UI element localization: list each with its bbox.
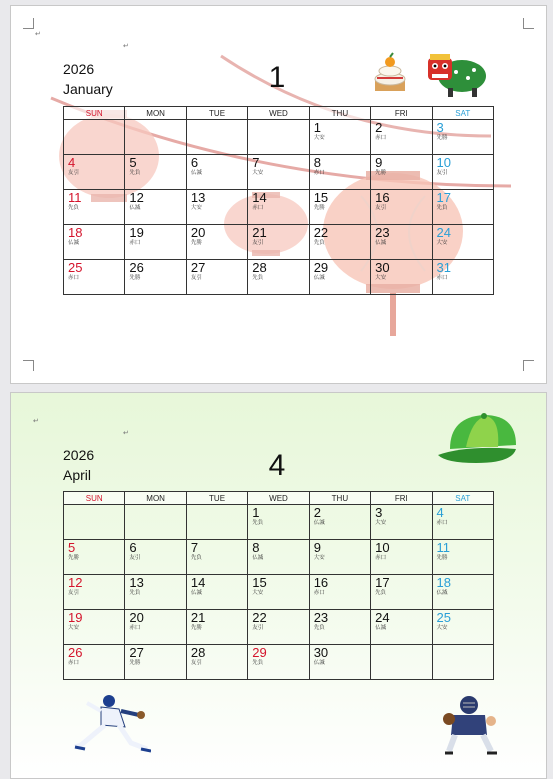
day-number: 9 — [313, 540, 321, 555]
calendar-month-number: 4 — [268, 449, 286, 482]
rokuyo-label: 友引 — [436, 170, 448, 176]
weekday-header-wed: WED — [248, 492, 309, 505]
rokuyo-label: 先負 — [68, 205, 80, 211]
day-number: 27 — [129, 645, 144, 660]
day-number: 14 — [190, 575, 206, 590]
day-cell — [309, 190, 370, 225]
rokuyo-label: 大安 — [190, 205, 202, 211]
day-number: 28 — [252, 260, 267, 275]
calendar-page-january — [10, 5, 547, 384]
day-cell — [432, 505, 493, 540]
weekday-header-sun: SUN — [64, 107, 125, 120]
paragraph-mark-icon: ↵ — [33, 418, 39, 425]
day-number: 31 — [436, 260, 451, 275]
day-cell — [64, 610, 125, 645]
day-number: 9 — [375, 155, 383, 170]
day-number: 27 — [190, 260, 206, 275]
day-number: 30 — [313, 645, 329, 660]
weekday-header-thu: THU — [309, 492, 370, 505]
calendar-month-name: April — [63, 467, 92, 483]
day-number: 29 — [313, 260, 329, 275]
day-number: 4 — [68, 155, 76, 170]
day-number: 23 — [313, 610, 329, 625]
rokuyo-label: 友引 — [375, 205, 387, 211]
calendar-week-row — [64, 610, 494, 645]
day-cell — [125, 155, 186, 190]
rokuyo-label: 仏滅 — [252, 555, 264, 561]
day-number: 13 — [190, 190, 206, 205]
rokuyo-label: 赤口 — [436, 275, 448, 281]
day-number: 3 — [436, 120, 444, 135]
empty-day-cell — [125, 120, 186, 155]
day-number: 6 — [129, 540, 137, 555]
day-number: 28 — [190, 645, 206, 660]
weekday-header-thu: THU — [309, 107, 370, 120]
day-number: 24 — [375, 610, 390, 625]
day-cell — [309, 225, 370, 260]
day-cell — [186, 155, 247, 190]
rokuyo-label: 仏滅 — [436, 590, 448, 596]
day-cell — [248, 540, 309, 575]
day-number: 3 — [375, 505, 383, 520]
rokuyo-label: 仏滅 — [375, 625, 387, 631]
calendar-month-number: 1 — [268, 61, 286, 94]
rokuyo-label: 先負 — [313, 240, 325, 246]
day-number: 17 — [436, 190, 451, 205]
calendar-grid-january — [63, 106, 494, 295]
day-number: 5 — [68, 540, 76, 555]
empty-day-cell — [64, 120, 125, 155]
day-number: 11 — [68, 190, 82, 205]
day-cell — [371, 190, 432, 225]
day-cell — [309, 645, 370, 680]
day-cell — [371, 610, 432, 645]
empty-day-cell — [248, 120, 309, 155]
weekday-header-wed: WED — [248, 107, 309, 120]
rokuyo-label: 赤口 — [375, 555, 387, 561]
day-cell — [248, 155, 309, 190]
calendar-week-row — [64, 190, 494, 225]
rokuyo-label: 先負 — [375, 590, 387, 596]
day-number: 15 — [252, 575, 267, 590]
rokuyo-label: 先勝 — [436, 555, 448, 561]
calendar-week-row — [64, 120, 494, 155]
weekday-header-row — [64, 107, 494, 120]
empty-day-cell — [64, 505, 125, 540]
rokuyo-label: 仏滅 — [68, 240, 80, 246]
day-cell — [432, 260, 493, 295]
day-cell — [186, 225, 247, 260]
rokuyo-label: 赤口 — [129, 240, 141, 246]
rokuyo-label: 大安 — [252, 590, 264, 596]
day-number: 11 — [436, 540, 451, 555]
rokuyo-label: 先勝 — [313, 205, 325, 211]
day-number: 10 — [375, 540, 390, 555]
weekday-header-mon: MON — [125, 492, 186, 505]
day-cell — [248, 645, 309, 680]
rokuyo-label: 大安 — [252, 170, 264, 176]
day-cell — [125, 225, 186, 260]
day-number: 18 — [68, 225, 83, 240]
rokuyo-label: 赤口 — [252, 205, 264, 211]
day-number: 4 — [436, 505, 444, 520]
day-number: 17 — [375, 575, 390, 590]
day-cell — [309, 260, 370, 295]
day-number: 21 — [190, 610, 206, 625]
day-number: 12 — [68, 575, 83, 590]
day-number: 10 — [436, 155, 451, 170]
day-cell — [309, 120, 370, 155]
rokuyo-label: 赤口 — [313, 170, 325, 176]
day-number: 7 — [190, 540, 199, 555]
day-cell — [64, 260, 125, 295]
rokuyo-label: 先負 — [129, 590, 141, 596]
day-cell — [186, 260, 247, 295]
empty-day-cell — [371, 645, 432, 680]
day-number: 24 — [436, 225, 451, 240]
rokuyo-label: 赤口 — [375, 135, 387, 141]
day-number: 25 — [68, 260, 83, 275]
day-cell — [371, 225, 432, 260]
rokuyo-label: 先勝 — [129, 275, 141, 281]
day-cell — [248, 190, 309, 225]
day-cell — [371, 575, 432, 610]
calendar-week-row — [64, 155, 494, 190]
empty-day-cell — [125, 505, 186, 540]
day-number: 20 — [129, 610, 144, 625]
rokuyo-label: 大安 — [68, 625, 80, 631]
day-number: 1 — [252, 505, 260, 520]
calendar-page-april — [10, 392, 547, 779]
rokuyo-label: 仏滅 — [190, 170, 202, 176]
calendar-week-row — [64, 645, 494, 680]
rokuyo-label: 先勝 — [190, 240, 202, 246]
weekday-header-sun: SUN — [64, 492, 125, 505]
rokuyo-label: 先負 — [252, 660, 264, 666]
rokuyo-label: 先負 — [190, 555, 202, 561]
day-cell — [186, 645, 247, 680]
day-cell — [248, 575, 309, 610]
day-number: 16 — [375, 190, 390, 205]
day-cell — [248, 260, 309, 295]
calendar-week-row — [64, 260, 494, 295]
day-cell — [371, 260, 432, 295]
day-cell — [186, 575, 247, 610]
day-cell — [432, 120, 493, 155]
rokuyo-label: 赤口 — [313, 590, 325, 596]
calendar-month-name: January — [63, 81, 113, 97]
day-cell — [432, 225, 493, 260]
weekday-header-mon: MON — [125, 107, 186, 120]
empty-day-cell — [186, 120, 247, 155]
day-number: 7 — [252, 155, 260, 170]
weekday-header-tue: TUE — [186, 492, 247, 505]
day-cell — [64, 645, 125, 680]
day-cell — [186, 540, 247, 575]
day-cell — [432, 610, 493, 645]
day-number: 13 — [129, 575, 144, 590]
paragraph-mark-icon: ↵ — [35, 31, 41, 38]
day-cell — [125, 610, 186, 645]
day-number: 19 — [129, 225, 144, 240]
baseball-catcher-icon — [439, 693, 503, 757]
day-cell — [432, 540, 493, 575]
day-cell — [125, 645, 186, 680]
day-number: 26 — [129, 260, 144, 275]
weekday-header-sat: SAT — [432, 107, 493, 120]
empty-day-cell — [432, 645, 493, 680]
rokuyo-label: 先負 — [252, 520, 264, 526]
day-cell — [309, 575, 370, 610]
day-cell — [309, 610, 370, 645]
day-number: 29 — [252, 645, 267, 660]
rokuyo-label: 友引 — [68, 590, 80, 596]
day-cell — [64, 575, 125, 610]
weekday-header-sat: SAT — [432, 492, 493, 505]
day-cell — [64, 540, 125, 575]
day-cell — [248, 610, 309, 645]
day-cell — [248, 225, 309, 260]
rokuyo-label: 大安 — [375, 520, 387, 526]
rokuyo-label: 友引 — [68, 170, 80, 176]
rokuyo-label: 大安 — [313, 555, 325, 561]
calendar-week-row — [64, 505, 494, 540]
calendar-grid-april — [63, 491, 494, 680]
rokuyo-label: 仏滅 — [129, 205, 141, 211]
rokuyo-label: 赤口 — [129, 625, 141, 631]
baseball-cap-icon — [436, 409, 526, 469]
day-number: 19 — [68, 610, 83, 625]
day-cell — [64, 190, 125, 225]
rokuyo-label: 先勝 — [436, 135, 448, 141]
day-number: 26 — [68, 645, 83, 660]
calendar-week-row — [64, 225, 494, 260]
day-cell — [125, 190, 186, 225]
day-cell — [125, 575, 186, 610]
day-number: 5 — [129, 155, 137, 170]
calendar-week-row — [64, 575, 494, 610]
rokuyo-label: 仏滅 — [313, 275, 325, 281]
rokuyo-label: 大安 — [436, 625, 448, 631]
day-number: 8 — [252, 540, 260, 555]
rokuyo-label: 仏滅 — [313, 660, 325, 666]
day-cell — [432, 190, 493, 225]
day-number: 22 — [252, 610, 267, 625]
rokuyo-label: 仏滅 — [375, 240, 387, 246]
day-cell — [186, 190, 247, 225]
day-number: 30 — [375, 260, 390, 275]
day-number: 14 — [252, 190, 267, 205]
rokuyo-label: 友引 — [190, 660, 202, 666]
rokuyo-label: 先負 — [252, 275, 264, 281]
day-cell — [248, 505, 309, 540]
day-number: 2 — [375, 120, 383, 135]
rokuyo-label: 大安 — [375, 275, 387, 281]
day-number: 21 — [252, 225, 267, 240]
rokuyo-label: 先負 — [436, 205, 448, 211]
day-cell — [125, 260, 186, 295]
day-cell — [64, 155, 125, 190]
rokuyo-label: 友引 — [252, 240, 264, 246]
rokuyo-label: 赤口 — [68, 275, 80, 281]
baseball-pitcher-icon — [71, 693, 151, 755]
day-cell — [186, 610, 247, 645]
rokuyo-label: 先負 — [129, 170, 141, 176]
day-cell — [309, 505, 370, 540]
day-cell — [309, 540, 370, 575]
day-number: 18 — [436, 575, 451, 590]
day-cell — [309, 155, 370, 190]
rokuyo-label: 仏滅 — [190, 590, 202, 596]
day-cell — [371, 155, 432, 190]
day-number: 23 — [375, 225, 390, 240]
rokuyo-label: 先勝 — [375, 170, 387, 176]
rokuyo-label: 大安 — [436, 240, 448, 246]
day-number: 20 — [190, 225, 206, 240]
rokuyo-label: 先勝 — [190, 625, 202, 631]
rokuyo-label: 先勝 — [68, 555, 80, 561]
rokuyo-label: 仏滅 — [313, 520, 325, 526]
rokuyo-label: 先負 — [313, 625, 325, 631]
weekday-header-fri: FRI — [371, 107, 432, 120]
day-number: 16 — [313, 575, 329, 590]
rokuyo-label: 友引 — [129, 555, 141, 561]
day-cell — [64, 225, 125, 260]
paragraph-mark-icon: ↵ — [123, 43, 129, 50]
day-cell — [371, 540, 432, 575]
rokuyo-label: 赤口 — [68, 660, 80, 666]
lion-dance-icon — [426, 48, 488, 98]
day-number: 8 — [313, 155, 321, 170]
calendar-week-row — [64, 540, 494, 575]
day-cell — [432, 155, 493, 190]
paragraph-mark-icon: ↵ — [123, 430, 129, 437]
rokuyo-label: 友引 — [190, 275, 202, 281]
day-cell — [371, 120, 432, 155]
rokuyo-label: 大安 — [313, 135, 325, 141]
rokuyo-label: 友引 — [252, 625, 264, 631]
weekday-header-row — [64, 492, 494, 505]
weekday-header-fri: FRI — [371, 492, 432, 505]
day-number: 15 — [313, 190, 329, 205]
calendar-year: 2026 — [63, 61, 95, 77]
day-number: 2 — [313, 505, 321, 520]
day-number: 1 — [313, 120, 321, 135]
day-cell — [371, 505, 432, 540]
day-cell — [432, 575, 493, 610]
kagami-mochi-icon — [371, 51, 411, 93]
rokuyo-label: 先勝 — [129, 660, 141, 666]
day-number: 12 — [129, 190, 144, 205]
weekday-header-tue: TUE — [186, 107, 247, 120]
day-number: 25 — [436, 610, 451, 625]
empty-day-cell — [186, 505, 247, 540]
day-number: 6 — [190, 155, 199, 170]
day-cell — [125, 540, 186, 575]
day-number: 22 — [313, 225, 329, 240]
calendar-year: 2026 — [63, 447, 95, 463]
rokuyo-label: 赤口 — [436, 520, 448, 526]
